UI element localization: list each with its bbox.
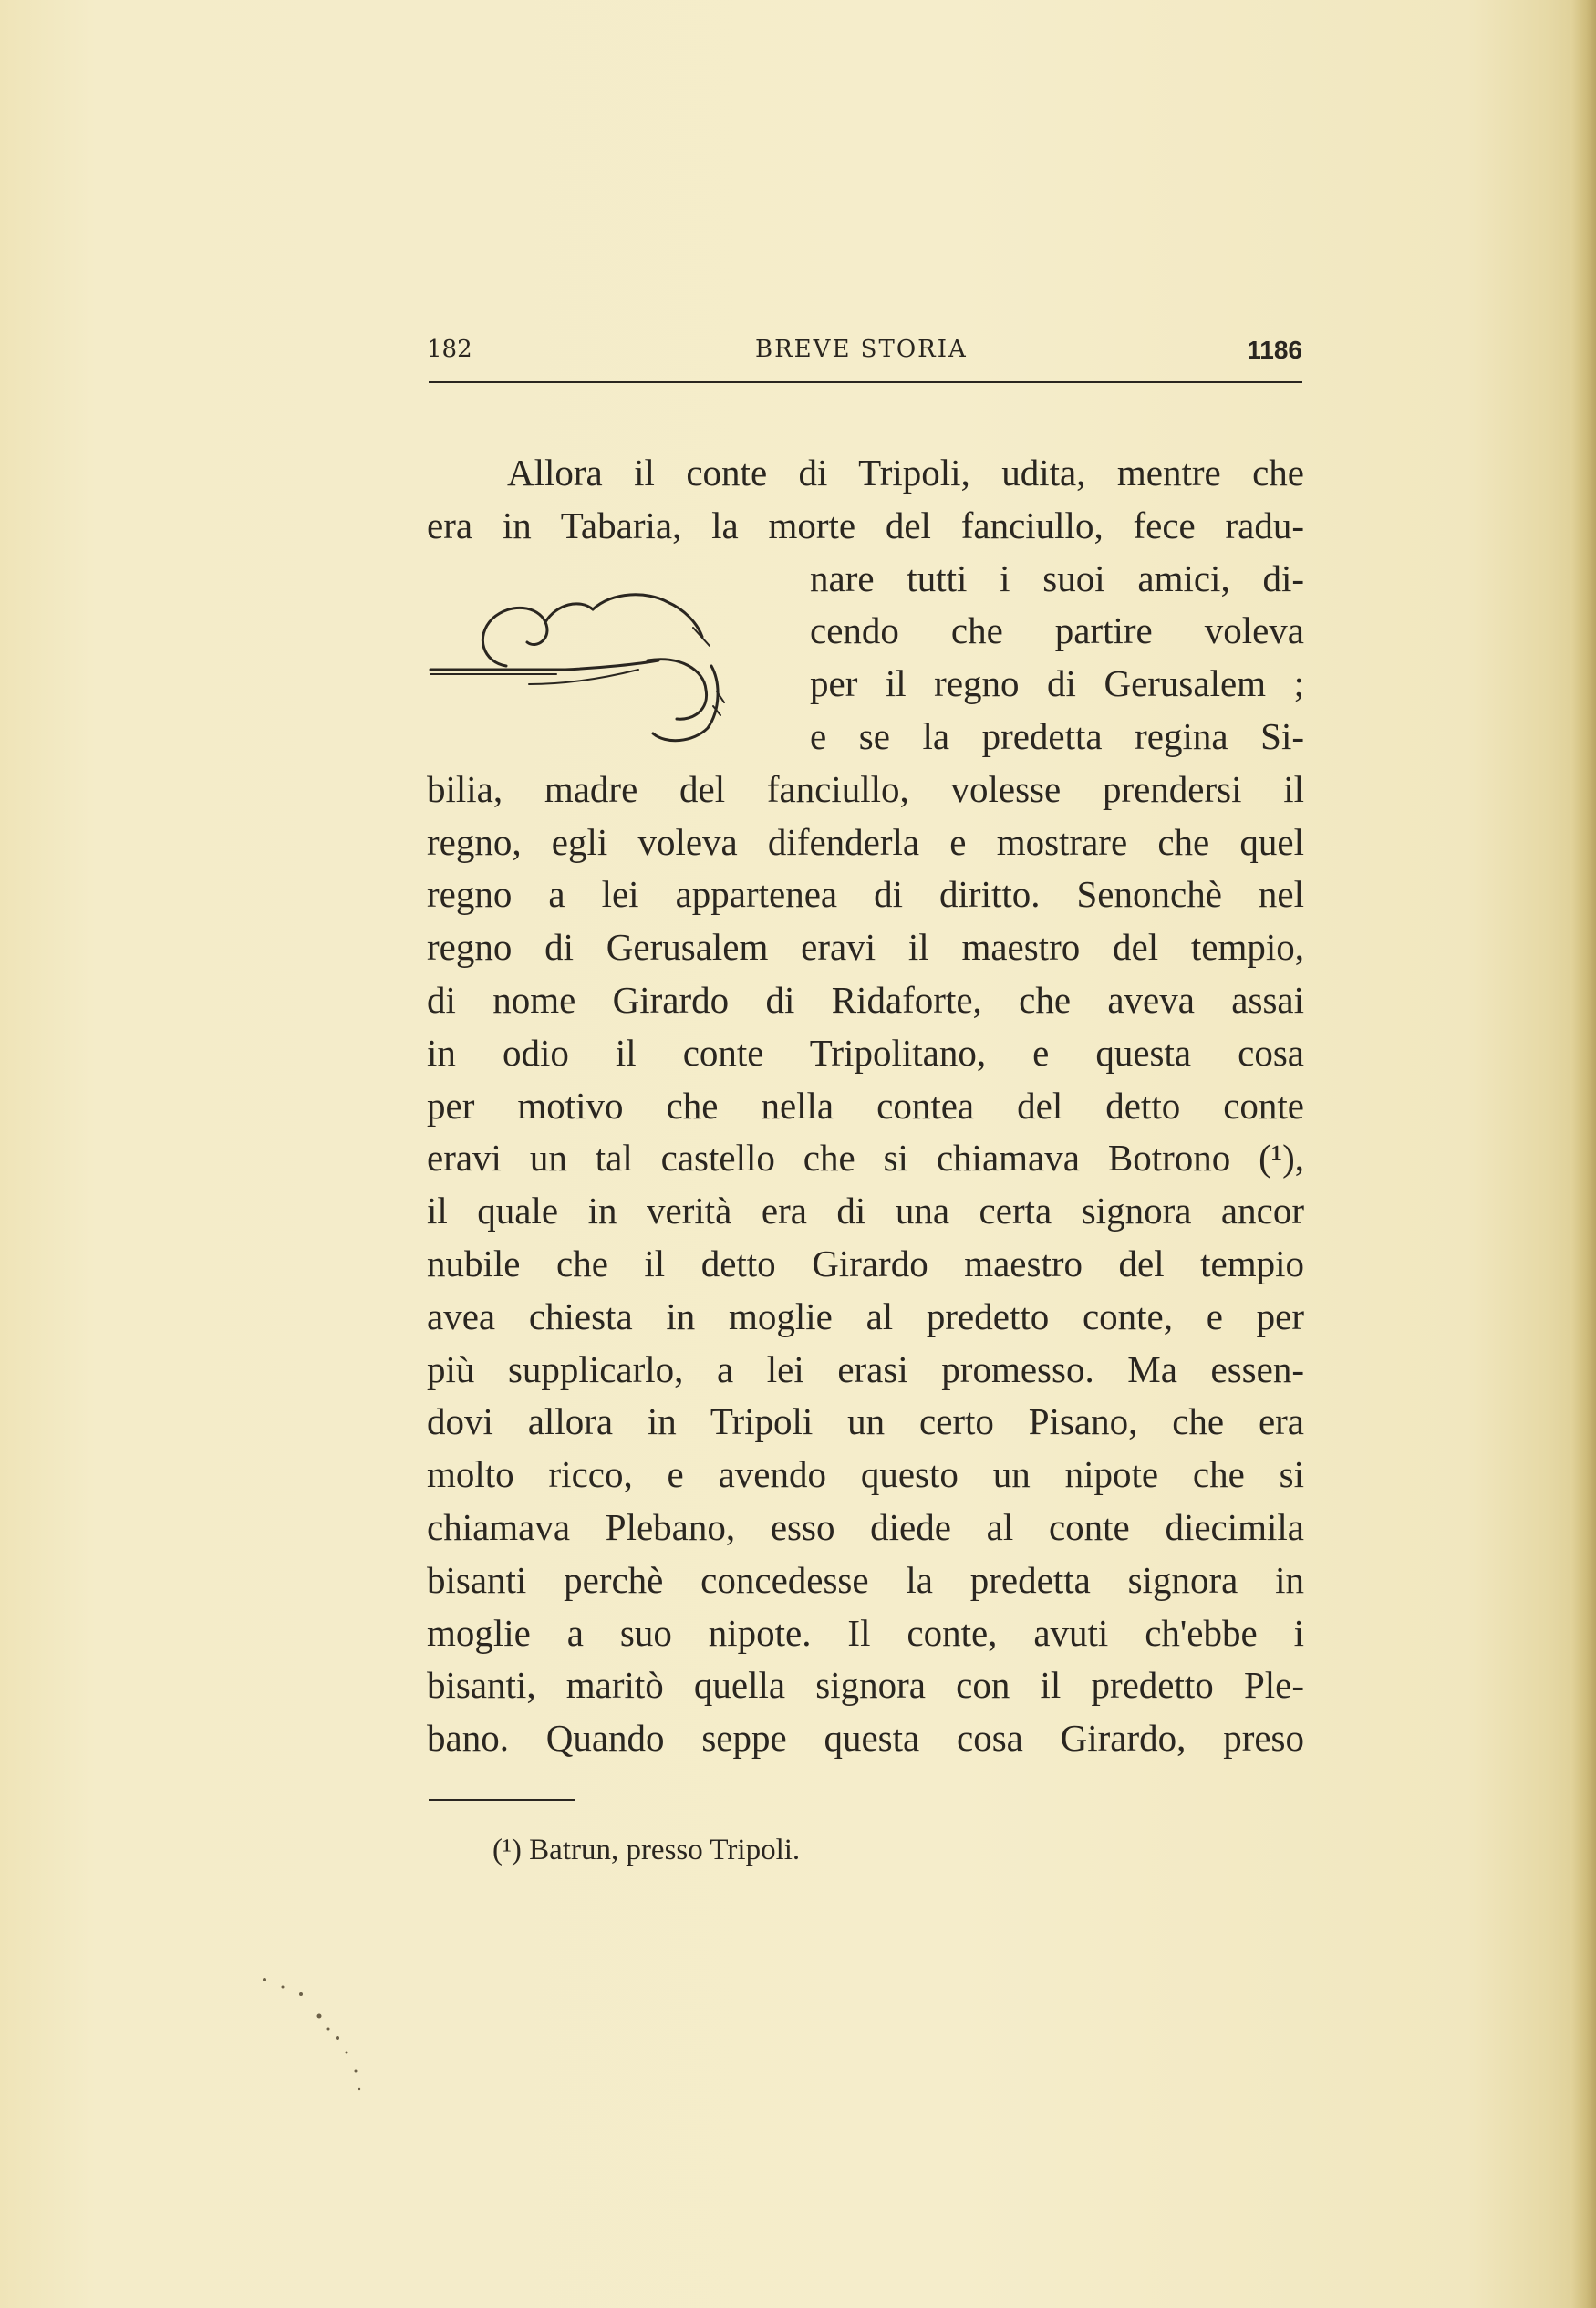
text-line: dovi allora in Tripoli un certo Pisano, che era xyxy=(427,1400,1304,1443)
text-line: cendo che partire voleva xyxy=(810,609,1304,652)
text-line: di nome Girardo di Ridaforte, che aveva assai xyxy=(427,978,1304,1021)
text-line: moglie a suo nipote. Il conte, avuti ch'ebbe i xyxy=(427,1611,1304,1654)
page-header xyxy=(427,336,1302,378)
text-line: era in Tabaria, la morte del fanciullo, fece radu- xyxy=(427,504,1304,546)
text-line: nare tutti i suoi amici, di- xyxy=(810,556,1304,599)
text-line: nubile che il detto Girardo maestro del tempio xyxy=(427,1242,1304,1284)
footnote: (¹) Batrun, presso Tripoli. xyxy=(492,1834,801,1866)
body-text xyxy=(427,447,1304,1765)
text-line: e se la predetta regina Si- xyxy=(810,714,1304,757)
text-line: bisanti, maritò quella signora con il predetto Ple- xyxy=(427,1664,1304,1707)
text-line: in odio il conte Tripolitano, e questa cosa xyxy=(427,1031,1304,1074)
page-number: 182 xyxy=(427,336,472,363)
text-line: regno, egli voleva difenderla e mostrare che quel xyxy=(427,820,1304,863)
text-line: per motivo che nella contea del detto conte xyxy=(427,1084,1304,1127)
text-line: bilia, madre del fanciullo, volesse prendersi il xyxy=(427,767,1304,810)
paper-specks xyxy=(246,1961,392,2107)
text-line: avea chiesta in moglie al predetto conte, e per xyxy=(427,1294,1304,1337)
text-line: chiamava Plebano, esso diede al conte diecimila xyxy=(427,1505,1304,1548)
text-line: Allora il conte di Tripoli, udita, mentre che xyxy=(507,452,1304,494)
header-rule xyxy=(429,381,1302,383)
text-line: eravi un tal castello che si chiamava Botrono (¹), xyxy=(427,1137,1304,1180)
text-line: regno a lei appartenea di diritto. Senonchè nel xyxy=(427,873,1304,916)
year-marker: 1186 xyxy=(1247,336,1302,364)
text-line: bisanti perchè concedesse la predetta signora in xyxy=(427,1558,1304,1601)
text-line: più supplicarlo, a lei erasi promesso. Ma essen- xyxy=(427,1347,1304,1390)
text-line: il quale in verità era di una certa signora ancor xyxy=(427,1190,1304,1232)
text-line: regno di Gerusalem eravi il maestro del tempio, xyxy=(427,926,1304,969)
running-title: BREVE STORIA xyxy=(755,336,968,363)
text-line: per il regno di Gerusalem ; xyxy=(810,662,1304,705)
text-line: bano. Quando seppe questa cosa Girardo, preso xyxy=(427,1717,1304,1760)
footnote-rule xyxy=(429,1799,575,1801)
page-edge xyxy=(1570,0,1596,2308)
text-line: molto ricco, e avendo questo un nipote che si xyxy=(427,1453,1304,1496)
